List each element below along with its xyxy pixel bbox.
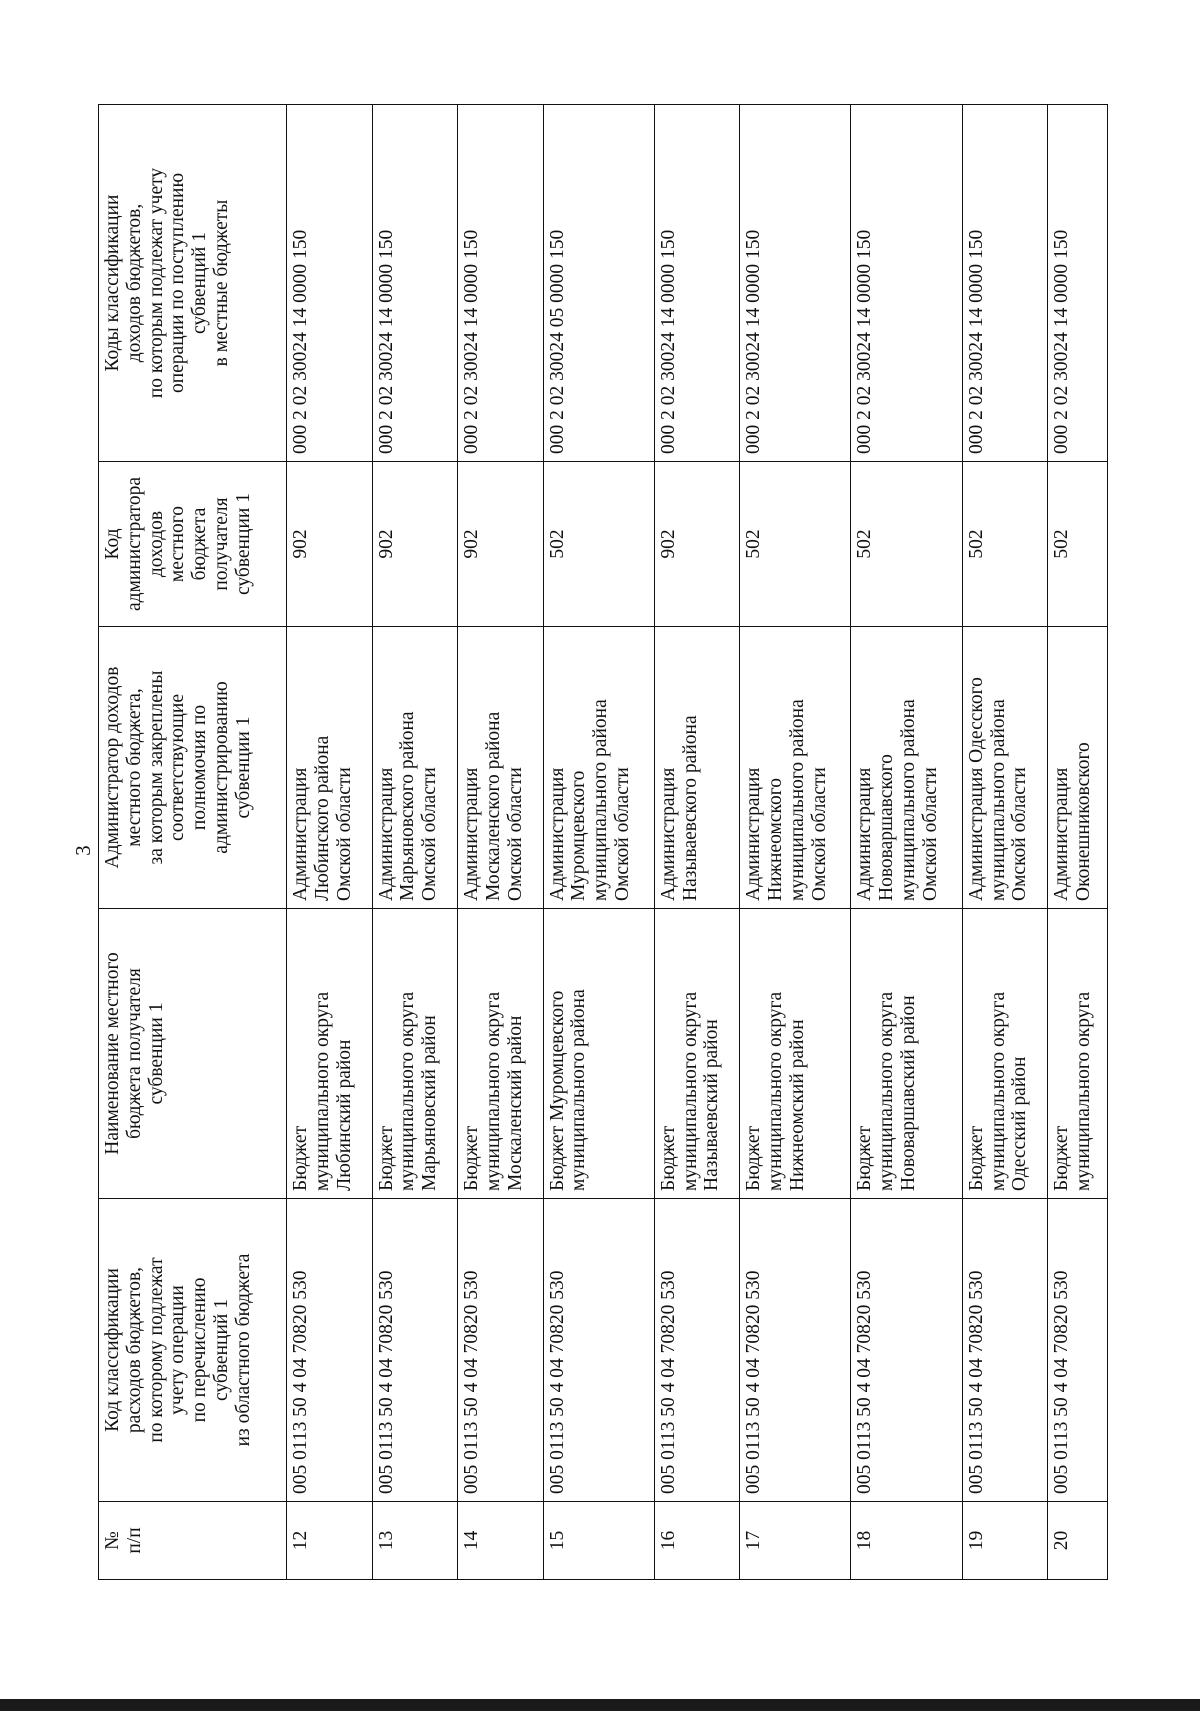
table-row: [962, 105, 1048, 1580]
administrator: Администрация Одесского муниципального района Омской области: [962, 627, 1048, 909]
header-budget-name: Наименование местного бюджета получателя субвенции 1: [99, 909, 287, 1199]
table-row: [851, 105, 962, 1580]
income-code: 000 2 02 30024 14 0000 150: [851, 105, 962, 462]
page-number: 3: [70, 845, 95, 856]
table-row: [372, 105, 458, 1580]
table-row: [740, 105, 851, 1580]
budget-name: Бюджет муниципального округа Нововаршавский район: [851, 909, 962, 1199]
expense-code: 005 0113 50 4 04 70820 530: [962, 1199, 1048, 1502]
table-row: [287, 105, 373, 1580]
row-number: 17: [740, 1502, 851, 1580]
income-code: 000 2 02 30024 14 0000 150: [962, 105, 1048, 462]
row-number: 18: [851, 1502, 962, 1580]
expense-code: 005 0113 50 4 04 70820 530: [287, 1199, 373, 1502]
budget-name: Бюджет муниципального округа Нижнеомский район: [740, 909, 851, 1199]
administrator: Администрация Марьяновского района Омской области: [372, 627, 458, 909]
budget-name: Бюджет Муромцевского муниципального района: [543, 909, 654, 1199]
budget-name: Бюджет муниципального округа Марьяновский район: [372, 909, 458, 1199]
table-header-row: [99, 105, 287, 1580]
income-code: 000 2 02 30024 05 0000 150: [543, 105, 654, 462]
administrator: Администрация Нововаршавского муниципального района Омской области: [851, 627, 962, 909]
income-code: 000 2 02 30024 14 0000 150: [1048, 105, 1108, 462]
header-expense-code: Код классификации расходов бюджетов, по которому подлежат учету операции по перечислению субвенций 1 из областного бюджета: [99, 1199, 287, 1502]
expense-code: 005 0113 50 4 04 70820 530: [543, 1199, 654, 1502]
admin-code: 902: [287, 462, 373, 627]
admin-code: 502: [740, 462, 851, 627]
row-number: 16: [654, 1502, 740, 1580]
income-code: 000 2 02 30024 14 0000 150: [372, 105, 458, 462]
expense-code: 005 0113 50 4 04 70820 530: [654, 1199, 740, 1502]
header-income-code: Коды классификации доходов бюджетов, по которым подлежат учету операции по поступлению субвенций 1 в местные бюджеты: [99, 105, 287, 462]
administrator: Администрация Москаленского района Омской области: [458, 627, 544, 909]
admin-code: 502: [1048, 462, 1108, 627]
expense-code: 005 0113 50 4 04 70820 530: [851, 1199, 962, 1502]
header-admin-code: Код администратора доходов местного бюджета получателя субвенции 1: [99, 462, 287, 627]
expense-code: 005 0113 50 4 04 70820 530: [372, 1199, 458, 1502]
row-number: 14: [458, 1502, 544, 1580]
rotated-table-container: [98, 105, 1108, 1580]
row-number: 19: [962, 1502, 1048, 1580]
admin-code: 902: [654, 462, 740, 627]
budget-name: Бюджет муниципального округа: [1048, 909, 1108, 1199]
budget-name: Бюджет муниципального округа Называевский район: [654, 909, 740, 1199]
header-number: № п/п: [99, 1502, 287, 1580]
subvention-table: [98, 104, 1108, 1580]
expense-code: 005 0113 50 4 04 70820 530: [1048, 1199, 1108, 1502]
administrator: Администрация Называевского района: [654, 627, 740, 909]
admin-code: 502: [543, 462, 654, 627]
scan-edge-bar: [0, 1699, 1200, 1711]
admin-code: 902: [458, 462, 544, 627]
row-number: 15: [543, 1502, 654, 1580]
table-row: [654, 105, 740, 1580]
administrator: Администрация Муромцевского муниципального района Омской области: [543, 627, 654, 909]
administrator: Администрация Любинского района Омской области: [287, 627, 373, 909]
admin-code: 502: [851, 462, 962, 627]
income-code: 000 2 02 30024 14 0000 150: [740, 105, 851, 462]
expense-code: 005 0113 50 4 04 70820 530: [740, 1199, 851, 1502]
row-number: 13: [372, 1502, 458, 1580]
income-code: 000 2 02 30024 14 0000 150: [458, 105, 544, 462]
budget-name: Бюджет муниципального округа Москаленский район: [458, 909, 544, 1199]
administrator: Администрация Оконешниковского: [1048, 627, 1108, 909]
income-code: 000 2 02 30024 14 0000 150: [654, 105, 740, 462]
administrator: Администрация Нижнеомского муниципального района Омской области: [740, 627, 851, 909]
row-number: 12: [287, 1502, 373, 1580]
admin-code: 502: [962, 462, 1048, 627]
income-code: 000 2 02 30024 14 0000 150: [287, 105, 373, 462]
admin-code: 902: [372, 462, 458, 627]
table-row: [458, 105, 544, 1580]
budget-name: Бюджет муниципального округа Одесский район: [962, 909, 1048, 1199]
table-row: [543, 105, 654, 1580]
header-administrator: Администратор доходов местного бюджета, за которым закреплены соответствующие полномочия по администрированию субвенции 1: [99, 627, 287, 909]
table-row: [1048, 105, 1108, 1580]
budget-name: Бюджет муниципального округа Любинский район: [287, 909, 373, 1199]
expense-code: 005 0113 50 4 04 70820 530: [458, 1199, 544, 1502]
row-number: 20: [1048, 1502, 1108, 1580]
